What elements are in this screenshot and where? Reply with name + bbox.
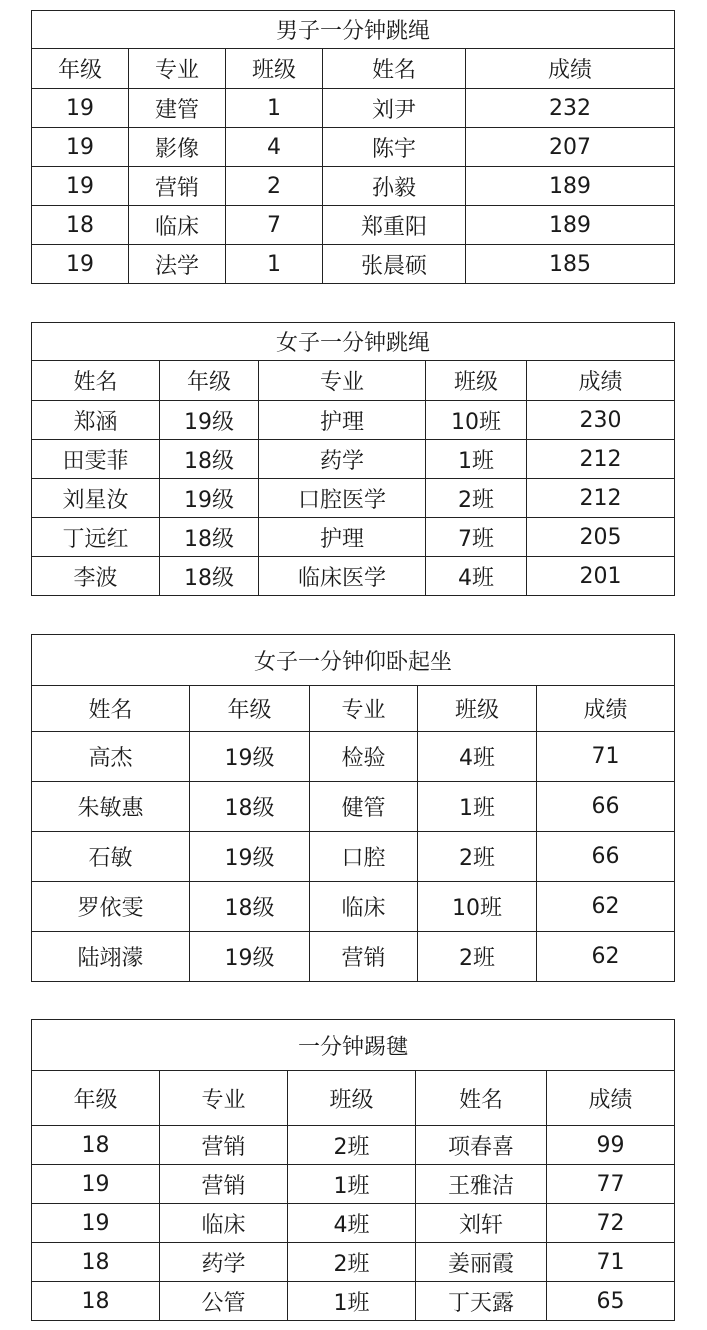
- table-cell: 项春喜: [416, 1126, 547, 1165]
- table-cell: 药学: [259, 440, 426, 479]
- header-cell: 班级: [288, 1071, 416, 1126]
- table-title-row: [32, 11, 675, 49]
- table-men-jump-rope: [31, 10, 675, 284]
- table-row: [32, 557, 675, 596]
- table-row: [32, 1165, 675, 1204]
- table-cell: 18: [32, 1282, 160, 1321]
- table-cell: 1班: [426, 440, 527, 479]
- header-cell: 班级: [418, 686, 537, 732]
- table-row: [32, 882, 675, 932]
- table-row: [32, 1204, 675, 1243]
- table-cell: 2班: [288, 1126, 416, 1165]
- table-cell: 郑重阳: [323, 206, 466, 245]
- table-row: [32, 128, 675, 167]
- table-row: [32, 1126, 675, 1165]
- table-cell: 19: [32, 128, 129, 167]
- table-row: [32, 89, 675, 128]
- table-cell: 药学: [160, 1243, 288, 1282]
- header-cell: 班级: [426, 361, 527, 401]
- table-row: [32, 1243, 675, 1282]
- table-cell: 公管: [160, 1282, 288, 1321]
- table-cell: 1: [226, 245, 323, 284]
- table-cell: 62: [537, 932, 675, 982]
- table-cell: 71: [547, 1243, 675, 1282]
- table-row: [32, 479, 675, 518]
- table-cell: 18级: [160, 518, 259, 557]
- table-women-jump-rope: [31, 322, 675, 596]
- table-cell: 201: [527, 557, 675, 596]
- table-cell: 口腔: [310, 832, 418, 882]
- table-cell: 4班: [426, 557, 527, 596]
- table-cell: 189: [466, 206, 675, 245]
- table-row: [32, 782, 675, 832]
- table-cell: 检验: [310, 732, 418, 782]
- table-cell: 18: [32, 206, 129, 245]
- table-cell: 4班: [288, 1204, 416, 1243]
- table-women-sit-ups: [31, 634, 675, 982]
- header-cell: 成绩: [527, 361, 675, 401]
- table-cell: 62: [537, 882, 675, 932]
- table-cell: 2班: [418, 932, 537, 982]
- header-cell: 成绩: [466, 49, 675, 89]
- table-cell: 刘星汝: [32, 479, 160, 518]
- table-cell: 刘轩: [416, 1204, 547, 1243]
- table-cell: 临床: [129, 206, 226, 245]
- header-cell: 姓名: [32, 686, 190, 732]
- table-cell: 临床医学: [259, 557, 426, 596]
- table-cell: 李波: [32, 557, 160, 596]
- table-row: [32, 440, 675, 479]
- table-cell: 19: [32, 167, 129, 206]
- table-cell: 230: [527, 401, 675, 440]
- table-cell: 陈宇: [323, 128, 466, 167]
- table-header-row: [32, 686, 675, 732]
- table-cell: 10班: [418, 882, 537, 932]
- table-row: [32, 832, 675, 882]
- header-cell: 专业: [259, 361, 426, 401]
- table-cell: 19级: [160, 479, 259, 518]
- table-cell: 临床: [160, 1204, 288, 1243]
- table-cell: 朱敏惠: [32, 782, 190, 832]
- table-cell: 19: [32, 89, 129, 128]
- table-cell: 法学: [129, 245, 226, 284]
- table-cell: 185: [466, 245, 675, 284]
- table-cell: 212: [527, 440, 675, 479]
- table-cell: 4班: [418, 732, 537, 782]
- header-cell: 专业: [310, 686, 418, 732]
- table-cell: 营销: [160, 1126, 288, 1165]
- table-cell: 罗依雯: [32, 882, 190, 932]
- table-cell: 王雅洁: [416, 1165, 547, 1204]
- table-row: [32, 245, 675, 284]
- table-cell: 205: [527, 518, 675, 557]
- table-row: [32, 401, 675, 440]
- table-cell: 2班: [426, 479, 527, 518]
- table-cell: 2: [226, 167, 323, 206]
- table-cell: 营销: [310, 932, 418, 982]
- table-cell: 孙毅: [323, 167, 466, 206]
- header-cell: 班级: [226, 49, 323, 89]
- table-row: [32, 206, 675, 245]
- table-cell: 66: [537, 832, 675, 882]
- table-cell: 77: [547, 1165, 675, 1204]
- table-cell: 建管: [129, 89, 226, 128]
- table-title: 女子一分钟仰卧起坐: [32, 635, 675, 686]
- table-cell: 影像: [129, 128, 226, 167]
- table-cell: 212: [527, 479, 675, 518]
- table-cell: 护理: [259, 401, 426, 440]
- header-cell: 年级: [160, 361, 259, 401]
- table-cell: 姜丽霞: [416, 1243, 547, 1282]
- table-cell: 临床: [310, 882, 418, 932]
- table-row: [32, 518, 675, 557]
- header-cell: 年级: [32, 1071, 160, 1126]
- header-cell: 姓名: [416, 1071, 547, 1126]
- header-cell: 姓名: [323, 49, 466, 89]
- header-cell: 成绩: [537, 686, 675, 732]
- table-cell: 高杰: [32, 732, 190, 782]
- table-cell: 10班: [426, 401, 527, 440]
- table-cell: 18: [32, 1126, 160, 1165]
- table-cell: 4: [226, 128, 323, 167]
- header-cell: 年级: [190, 686, 310, 732]
- table-cell: 19: [32, 245, 129, 284]
- table-cell: 2班: [418, 832, 537, 882]
- table-cell: 18级: [190, 782, 310, 832]
- table-shuttlecock-kick: [31, 1019, 675, 1321]
- table-cell: 陆翊濛: [32, 932, 190, 982]
- table-row: [32, 932, 675, 982]
- header-cell: 年级: [32, 49, 129, 89]
- table-cell: 19: [32, 1165, 160, 1204]
- table-header-row: [32, 1071, 675, 1126]
- table-cell: 207: [466, 128, 675, 167]
- table-cell: 19级: [160, 401, 259, 440]
- header-cell: 成绩: [547, 1071, 675, 1126]
- table-cell: 72: [547, 1204, 675, 1243]
- table-header-row: [32, 361, 675, 401]
- table-cell: 石敏: [32, 832, 190, 882]
- table-cell: 232: [466, 89, 675, 128]
- table-cell: 19: [32, 1204, 160, 1243]
- table-cell: 郑涵: [32, 401, 160, 440]
- table-cell: 营销: [129, 167, 226, 206]
- table-title-row: [32, 1020, 675, 1071]
- table-cell: 护理: [259, 518, 426, 557]
- table-title-row: [32, 323, 675, 361]
- table-cell: 18: [32, 1243, 160, 1282]
- table-cell: 1: [226, 89, 323, 128]
- header-cell: 专业: [160, 1071, 288, 1126]
- table-cell: 19级: [190, 932, 310, 982]
- table-cell: 189: [466, 167, 675, 206]
- table-cell: 刘尹: [323, 89, 466, 128]
- table-row: [32, 167, 675, 206]
- table-cell: 健管: [310, 782, 418, 832]
- table-cell: 田雯菲: [32, 440, 160, 479]
- table-cell: 口腔医学: [259, 479, 426, 518]
- table-cell: 1班: [288, 1282, 416, 1321]
- table-cell: 2班: [288, 1243, 416, 1282]
- table-cell: 19级: [190, 832, 310, 882]
- table-cell: 66: [537, 782, 675, 832]
- table-cell: 18级: [160, 440, 259, 479]
- table-cell: 丁天露: [416, 1282, 547, 1321]
- table-cell: 7: [226, 206, 323, 245]
- table-cell: 丁远红: [32, 518, 160, 557]
- table-header-row: [32, 49, 675, 89]
- table-cell: 营销: [160, 1165, 288, 1204]
- table-cell: 1班: [418, 782, 537, 832]
- header-cell: 专业: [129, 49, 226, 89]
- table-cell: 1班: [288, 1165, 416, 1204]
- table-cell: 99: [547, 1126, 675, 1165]
- table-row: [32, 732, 675, 782]
- table-title: 一分钟踢毽: [32, 1020, 675, 1071]
- header-cell: 姓名: [32, 361, 160, 401]
- table-cell: 18级: [190, 882, 310, 932]
- table-cell: 19级: [190, 732, 310, 782]
- table-title-row: [32, 635, 675, 686]
- table-cell: 71: [537, 732, 675, 782]
- table-title: 男子一分钟跳绳: [32, 11, 675, 49]
- table-cell: 65: [547, 1282, 675, 1321]
- table-cell: 18级: [160, 557, 259, 596]
- table-title: 女子一分钟跳绳: [32, 323, 675, 361]
- table-row: [32, 1282, 675, 1321]
- table-cell: 张晨硕: [323, 245, 466, 284]
- table-cell: 7班: [426, 518, 527, 557]
